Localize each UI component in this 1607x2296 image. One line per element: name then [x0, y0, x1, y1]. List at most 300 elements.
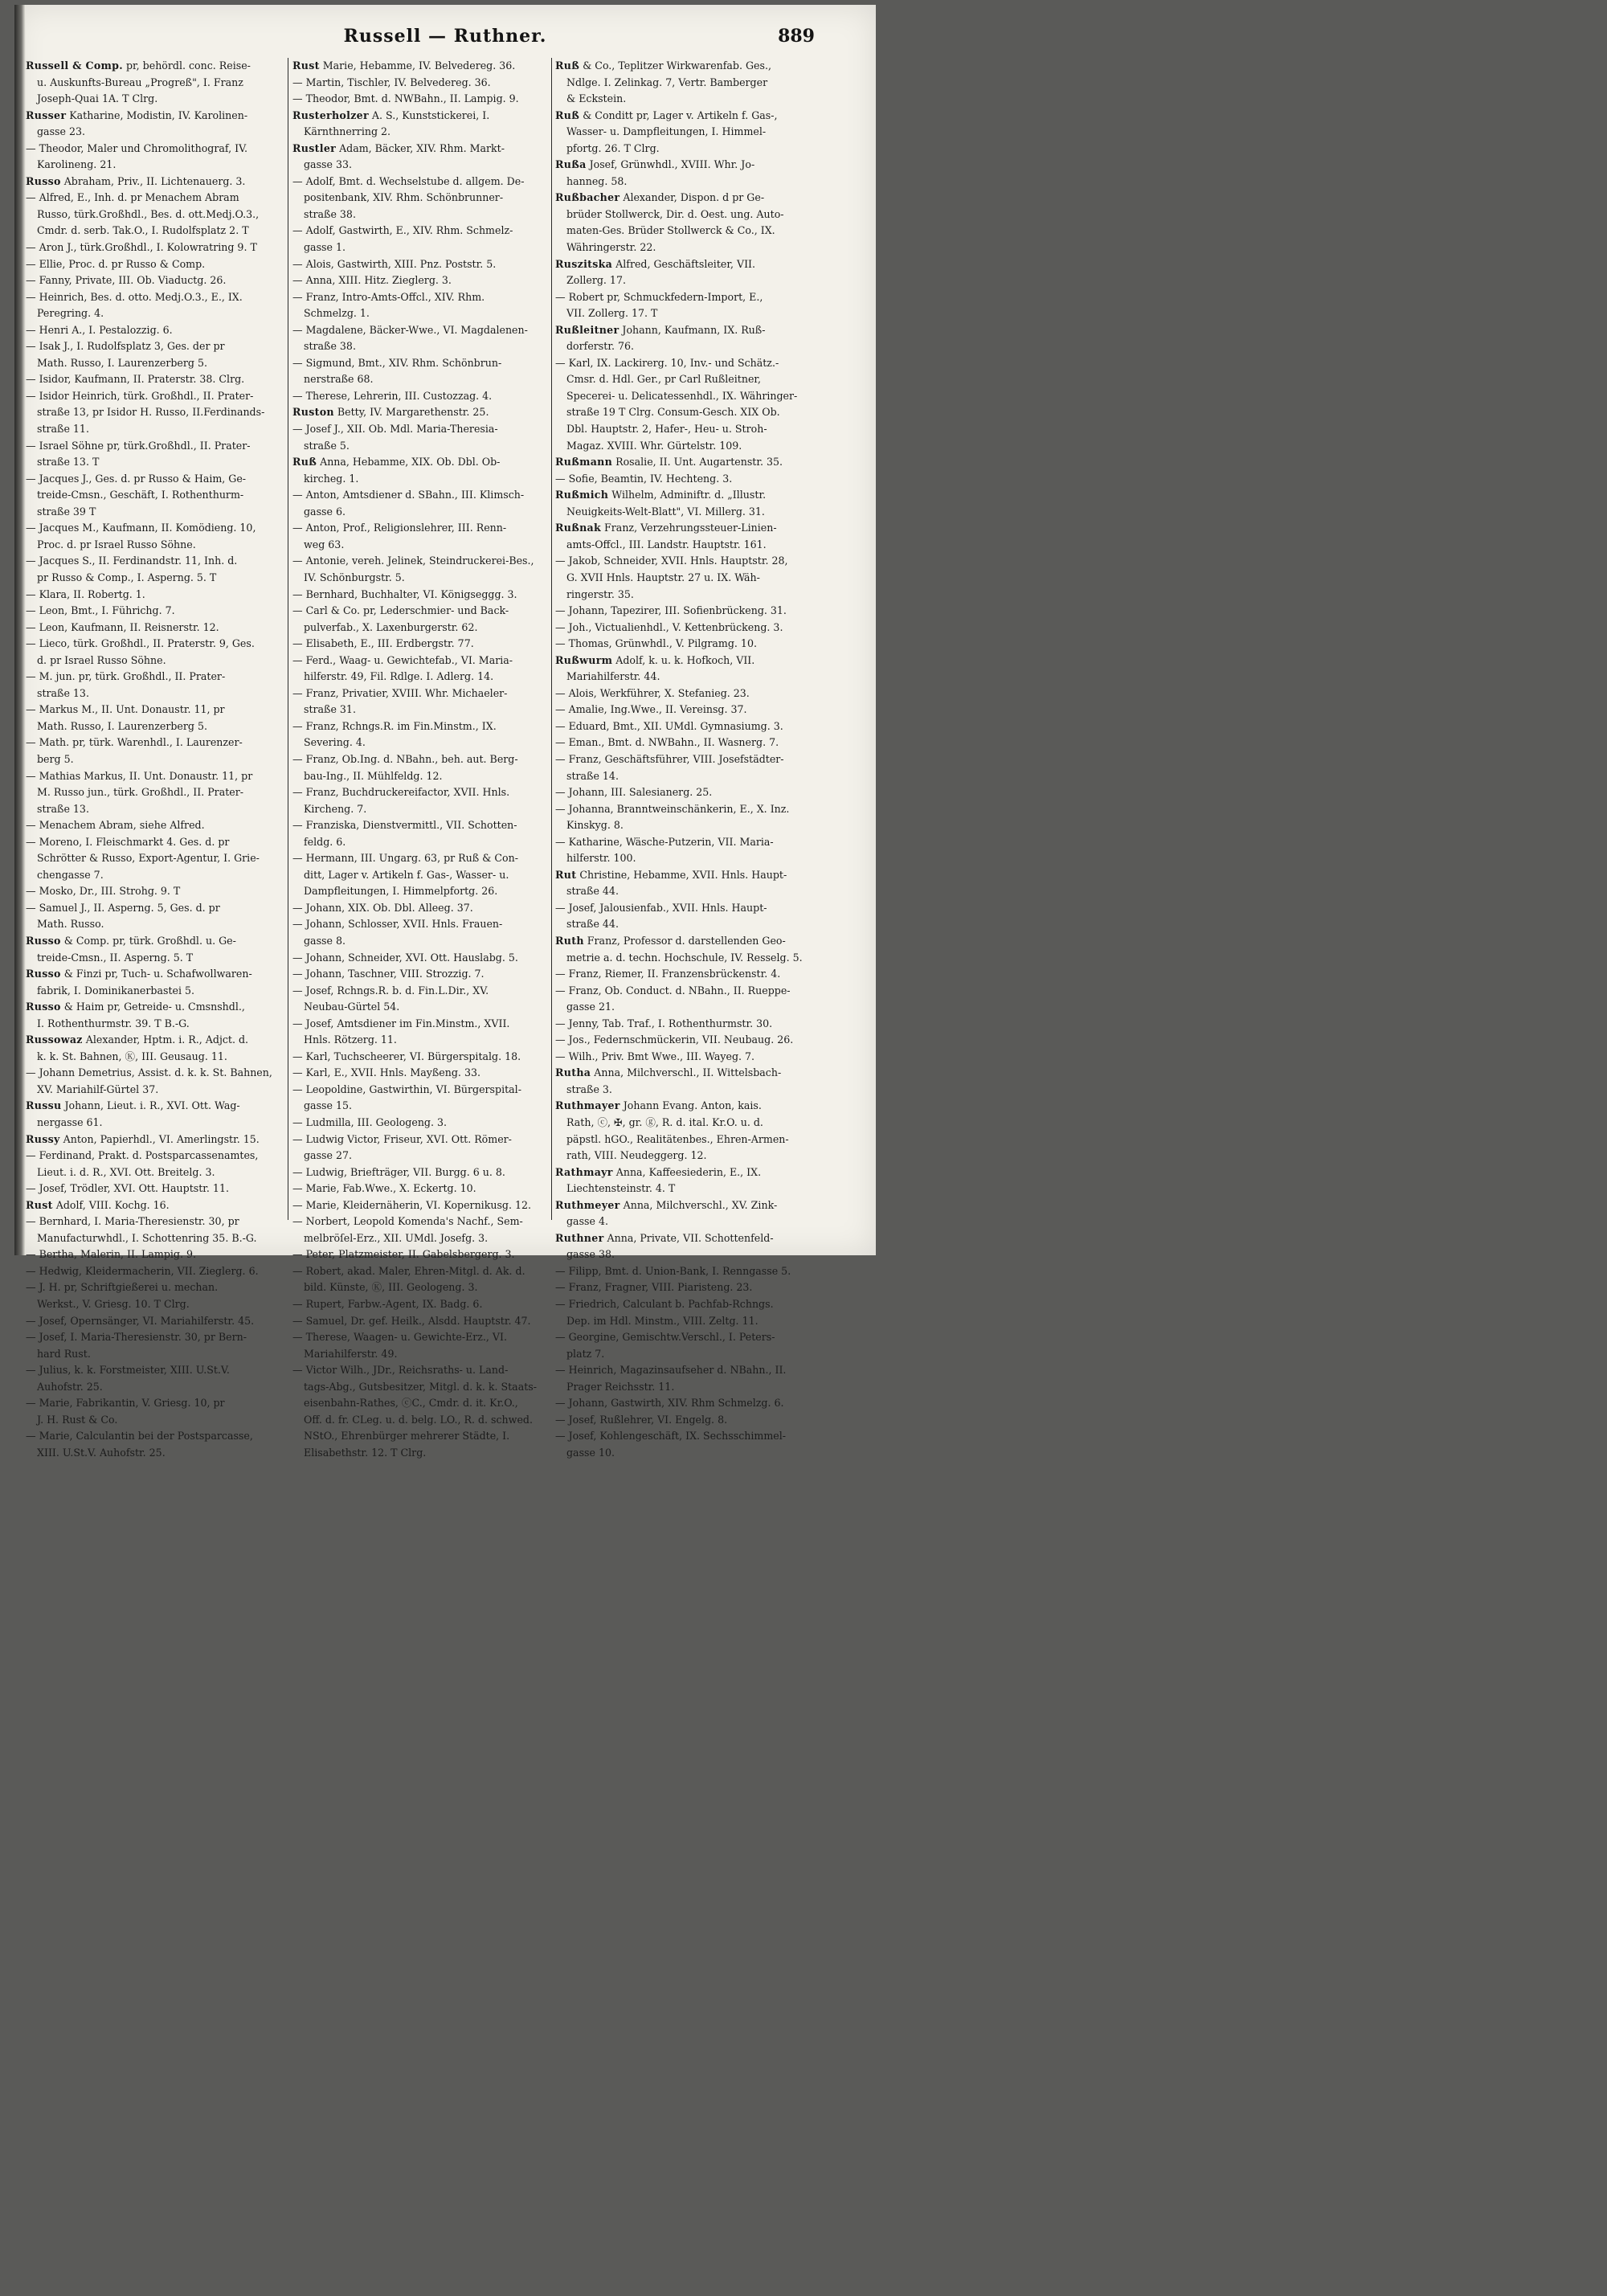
directory-sub-entry	[555, 1296, 806, 1313]
directory-entry-continuation	[26, 950, 284, 967]
directory-sub-entry	[26, 553, 284, 570]
entry-text: Anna, Milchverschl., II. Wittelsbach-	[591, 1066, 782, 1079]
directory-entry-start	[555, 157, 806, 174]
directory-entry-continuation	[555, 504, 806, 521]
entry-text: — Hedwig, Kleidermacherin, VII. Zieglerg. 6.	[26, 1264, 259, 1277]
directory-entry-continuation	[555, 850, 806, 867]
directory-entry-start	[292, 141, 548, 158]
directory-entry-continuation	[26, 1230, 284, 1247]
directory-entry-continuation	[555, 817, 806, 834]
entry-surname: Rußa	[555, 158, 587, 171]
directory-sub-entry	[292, 636, 548, 653]
entry-text: — Rupert, Farbw.-Agent, IX. Badg. 6.	[292, 1298, 483, 1311]
directory-sub-entry	[555, 1032, 806, 1049]
entry-text: — Wilh., Priv. Bmt Wwe., III. Wayeg. 7.	[555, 1050, 755, 1062]
entry-text: straße 38.	[304, 207, 356, 220]
entry-surname: Rutha	[555, 1066, 591, 1079]
directory-sub-entry	[555, 1016, 806, 1033]
entry-text: — Jos., Federnschmückerin, VII. Neubaug. 26.	[555, 1033, 794, 1046]
entry-text: — Filipp, Bmt. d. Union-Bank, I. Renngasse 5.	[555, 1264, 791, 1277]
directory-sub-entry	[26, 1313, 284, 1330]
entry-text: — Julius, k. k. Forstmeister, XIII. U.St.V.	[26, 1364, 230, 1377]
entry-text: Adam, Bäcker, XIV. Rhm. Markt-	[336, 141, 505, 154]
entry-surname: Rustler	[292, 141, 337, 154]
directory-sub-entry	[555, 620, 806, 636]
entry-text: — Ferd., Waag- u. Gewichtefab., VI. Maria-	[292, 653, 513, 666]
directory-sub-entry	[26, 1279, 284, 1296]
entry-text: Liechtensteinstr. 4. T	[566, 1182, 676, 1195]
entry-text: — Robert pr, Schmuckfedern-Import, E.,	[555, 290, 763, 303]
entry-text: straße 19 T Clrg. Consum-Gesch. XIX Ob.	[566, 406, 780, 419]
entry-text: Karolineng. 21.	[37, 158, 117, 171]
directory-entry-continuation	[292, 1279, 548, 1296]
directory-entry-continuation	[555, 1213, 806, 1230]
directory-entry-continuation	[555, 1445, 806, 1462]
entry-text: — Menachem Abram, siehe Alfred.	[26, 819, 205, 832]
entry-text: Math. Russo.	[37, 918, 104, 931]
entry-text: pr, behördl. conc. Reise-	[122, 59, 251, 72]
entry-surname: Rust	[292, 59, 320, 72]
directory-entry-continuation	[292, 1412, 548, 1429]
entry-text: dorferstr. 76.	[566, 340, 634, 353]
directory-column-1	[26, 58, 284, 1461]
directory-entry-start	[555, 1065, 806, 1082]
directory-sub-entry	[26, 1362, 284, 1379]
directory-entry-continuation	[26, 305, 284, 322]
directory-sub-entry	[292, 355, 548, 372]
directory-sub-entry	[292, 603, 548, 620]
entry-text: weg 63.	[304, 538, 345, 550]
entry-text: — Alfred, E., Inh. d. pr Menachem Abram	[26, 191, 239, 204]
directory-sub-entry	[26, 322, 284, 339]
entry-surname: Rußwurm	[555, 653, 613, 666]
directory-sub-entry	[26, 702, 284, 718]
directory-entry-continuation	[555, 207, 806, 223]
entry-text: — Adolf, Gastwirth, E., XIV. Rhm. Schmelz-	[292, 224, 513, 237]
entry-text: berg 5.	[37, 752, 74, 765]
directory-sub-entry	[555, 636, 806, 653]
entry-text: — Jenny, Tab. Traf., I. Rothenthurmstr. 30.	[555, 1017, 773, 1029]
directory-entry-start	[292, 108, 548, 125]
entry-text: — Therese, Lehrerin, III. Custozzag. 4.	[292, 389, 493, 402]
directory-sub-entry	[292, 553, 548, 570]
entry-text: Prager Reichsstr. 11.	[566, 1380, 675, 1393]
directory-sub-entry	[555, 355, 806, 372]
entry-text: — Bernhard, I. Maria-Theresienstr. 30, pr	[26, 1215, 239, 1228]
entry-text: Peregring. 4.	[37, 307, 104, 320]
directory-entry-continuation	[26, 404, 284, 421]
directory-entry-continuation	[555, 404, 806, 421]
entry-surname: Rußmich	[555, 489, 609, 501]
directory-sub-entry	[292, 272, 548, 289]
directory-entry-continuation	[26, 1164, 284, 1181]
entry-text: — Josef, Trödler, XVI. Ott. Hauptstr. 11.	[26, 1182, 229, 1195]
entry-text: — Israel Söhne pr, türk.Großhdl., II. Prater-	[26, 439, 251, 452]
directory-entry-continuation	[555, 669, 806, 686]
directory-sub-entry	[26, 834, 284, 851]
directory-sub-entry	[292, 966, 548, 983]
entry-text: — Joh., Victualienhdl., V. Kettenbrückeng. 3.	[555, 620, 783, 633]
entry-text: — Johann, Schneider, XVI. Ott. Hauslabg. 5.	[292, 951, 518, 964]
entry-text: — Marie, Fab.Wwe., X. Eckertg. 10.	[292, 1182, 476, 1195]
entry-text: melbröſel-Erz., XII. UMdl. Josefg. 3.	[304, 1231, 489, 1244]
directory-entry-continuation	[26, 91, 284, 108]
directory-sub-entry	[26, 256, 284, 273]
entry-text: chengasse 7.	[37, 868, 104, 881]
entry-surname: Russo	[26, 174, 61, 187]
directory-sub-entry	[555, 1412, 806, 1429]
entry-text: — Hermann, III. Ungarg. 63, pr Ruß & Con-	[292, 852, 518, 865]
entry-text: — Lieco, türk. Großhdl., II. Praterstr. 9, Ges.	[26, 637, 255, 650]
entry-text: Anna, Milchverschl., XV. Zink-	[619, 1198, 778, 1211]
entry-text: Adolf, VIII. Kochg. 16.	[52, 1198, 170, 1211]
directory-entry-start	[555, 1230, 806, 1247]
directory-entry-continuation	[26, 1016, 284, 1033]
directory-sub-entry	[26, 669, 284, 686]
directory-entry-continuation	[555, 950, 806, 967]
entry-text: — Markus M., II. Unt. Donaustr. 11, pr	[26, 703, 225, 716]
entry-text: fabrik, I. Dominikanerbastei 5.	[37, 984, 195, 997]
entry-text: nergasse 61.	[37, 1116, 103, 1128]
directory-entry-continuation	[292, 999, 548, 1016]
directory-sub-entry	[26, 190, 284, 207]
entry-text: Rosalie, II. Unt. Augartenstr. 35.	[612, 456, 783, 469]
entry-surname: Russo	[26, 934, 61, 947]
directory-entry-continuation	[292, 338, 548, 355]
directory-entry-start	[555, 256, 806, 273]
entry-text: straße 13.	[37, 802, 89, 815]
directory-entry-continuation	[292, 190, 548, 207]
directory-entry-continuation	[26, 1412, 284, 1429]
directory-sub-entry	[26, 272, 284, 289]
directory-entry-continuation	[292, 471, 548, 488]
entry-text: straße 31.	[304, 703, 356, 716]
directory-entry-continuation	[26, 75, 284, 92]
directory-entry-continuation	[555, 338, 806, 355]
directory-entry-continuation	[555, 1246, 806, 1263]
entry-text: — Josef, Rußlehrer, VI. Engelg. 8.	[555, 1413, 728, 1426]
directory-sub-entry	[26, 603, 284, 620]
directory-sub-entry	[555, 289, 806, 306]
entry-text: — Josef J., XII. Ob. Mdl. Maria-Theresia-	[292, 423, 498, 436]
directory-sub-entry	[26, 1329, 284, 1346]
entry-text: — Klara, II. Robertg. 1.	[26, 587, 145, 600]
directory-entry-continuation	[26, 421, 284, 438]
entry-text: — Ferdinand, Prakt. d. Postsparcassenamtes,	[26, 1149, 259, 1162]
entry-text: Alfred, Geschäftsleiter, VII.	[612, 257, 756, 270]
entry-text: — Josef, Jalousienfab., XVII. Hnls. Haupt-	[555, 901, 767, 914]
directory-entry-continuation	[292, 1032, 548, 1049]
directory-sub-entry	[26, 1246, 284, 1263]
directory-sub-entry	[26, 289, 284, 306]
directory-sub-entry	[555, 735, 806, 751]
entry-text: ditt, Lager v. Artikeln f. Gas-, Wasser- u.	[304, 868, 509, 881]
entry-text: — Karl, Tuchscheerer, VI. Bürgerspitalg. 18.	[292, 1050, 521, 1062]
entry-text: straße 14.	[566, 769, 619, 782]
entry-text: — Marie, Fabrikantin, V. Griesg. 10, pr	[26, 1397, 225, 1410]
directory-entry-continuation	[555, 1181, 806, 1197]
directory-entry-continuation	[555, 239, 806, 256]
directory-entry-continuation	[555, 1132, 806, 1148]
directory-sub-entry	[26, 1181, 284, 1197]
directory-entry-continuation	[292, 504, 548, 521]
entry-text: — Jacques M., Kaufmann, II. Komödieng. 10,	[26, 522, 256, 534]
directory-entry-continuation	[555, 768, 806, 785]
entry-text: Anna, Kaffeesiederin, E., IX.	[612, 1165, 762, 1178]
entry-text: Kärnthnerring 2.	[304, 125, 391, 138]
directory-sub-entry	[292, 421, 548, 438]
entry-surname: Russo	[26, 1001, 61, 1013]
directory-entry-start	[555, 933, 806, 950]
directory-entry-start	[292, 454, 548, 471]
directory-sub-entry	[555, 1428, 806, 1445]
entry-text: — Sofie, Beamtin, IV. Hechteng. 3.	[555, 472, 733, 485]
directory-entry-continuation	[555, 1346, 806, 1363]
entry-text: bau-Ing., II. Mühlfeldg. 12.	[304, 769, 443, 782]
directory-sub-entry	[292, 1246, 548, 1263]
directory-entry-continuation	[555, 223, 806, 239]
entry-text: — Georgine, Gemischtw.Verschl., I. Peters-	[555, 1331, 775, 1344]
directory-sub-entry	[26, 1148, 284, 1164]
directory-entry-continuation	[555, 1115, 806, 1132]
entry-text: — M. jun. pr, türk. Großhdl., II. Prater-	[26, 670, 226, 683]
entry-text: — Karl, E., XVII. Hnls. Mayßeng. 33.	[292, 1066, 480, 1079]
directory-entry-continuation	[555, 91, 806, 108]
directory-entry-continuation	[555, 999, 806, 1016]
directory-entry-continuation	[292, 669, 548, 686]
entry-text: — Carl & Co. pr, Lederschmier- und Back-	[292, 604, 509, 617]
entry-text: — Mosko, Dr., III. Strohg. 9. T	[26, 885, 181, 898]
directory-entry-continuation	[26, 487, 284, 504]
directory-sub-entry	[292, 1016, 548, 1033]
entry-text: — Johann, Taschner, VIII. Strozzig. 7.	[292, 968, 485, 980]
entry-text: — Mathias Markus, II. Unt. Donaustr. 11, pr	[26, 769, 253, 782]
entry-text: — Leon, Bmt., I. Führichg. 7.	[26, 604, 175, 617]
directory-entry-continuation	[292, 157, 548, 174]
entry-text: XV. Mariahilf-Gürtel 37.	[37, 1083, 159, 1095]
entry-text: — Robert, akad. Maler, Ehren-Mitgl. d. Ak. d.	[292, 1264, 525, 1277]
entry-text: hilferstr. 49, Fil. Rdlge. I. Adlerg. 14.	[304, 670, 494, 683]
directory-entry-start	[26, 999, 284, 1016]
entry-text: Severing. 4.	[304, 736, 366, 749]
directory-entry-continuation	[26, 537, 284, 554]
directory-sub-entry	[292, 1197, 548, 1214]
directory-entry-continuation	[555, 438, 806, 455]
entry-text: & Finzi pr, Tuch- u. Schafwollwaren-	[60, 968, 252, 980]
entry-text: Magaz. XVIII. Whr. Gürtelstr. 109.	[566, 439, 742, 452]
directory-entry-continuation	[26, 983, 284, 1000]
entry-text: Alexander, Dispon. d pr Ge-	[619, 191, 765, 204]
directory-entry-continuation	[555, 371, 806, 388]
directory-entry-continuation	[292, 933, 548, 950]
entry-text: — Amalie, Ing.Wwe., II. Vereinsg. 37.	[555, 703, 747, 716]
directory-entry-continuation	[26, 223, 284, 239]
entry-text: — Bertha, Malerin, II. Lampig. 9.	[26, 1248, 197, 1261]
entry-text: Math. Russo, I. Laurenzerberg 5.	[37, 356, 207, 369]
entry-text: Marie, Hebamme, IV. Belvedereg. 36.	[319, 59, 516, 72]
entry-text: Manufacturwhdl., I. Schottenring 35. B.-G.	[37, 1231, 257, 1244]
entry-text: Wasser- u. Dampfleitungen, I. Himmel-	[566, 125, 767, 138]
directory-sub-entry	[26, 338, 284, 355]
entry-text: eisenbahn-Rathes, ⓒC., Cmdr. d. it. Kr.O.,	[304, 1397, 518, 1410]
entry-text: straße 38.	[304, 340, 356, 353]
entry-surname: Rut	[555, 868, 577, 881]
directory-entry-continuation	[26, 751, 284, 768]
directory-entry-continuation	[292, 1428, 548, 1445]
directory-entry-continuation	[292, 371, 548, 388]
entry-surname: Rusterholzer	[292, 108, 369, 121]
entry-text: — Franz, Fragner, VIII. Piaristeng. 23.	[555, 1281, 753, 1294]
entry-text: Cmsr. d. Hdl. Ger., pr Carl Rußleitner,	[566, 373, 762, 386]
directory-entry-continuation	[26, 1115, 284, 1132]
entry-text: — Josef, Amtsdiener im Fin.Minstm., XVII.	[292, 1017, 510, 1029]
directory-entry-start	[555, 1098, 806, 1115]
entry-text: & Eckstein.	[566, 92, 627, 105]
directory-entry-continuation	[26, 801, 284, 818]
entry-text: — Leon, Kaufmann, II. Reisnerstr. 12.	[26, 620, 219, 633]
directory-sub-entry	[292, 1065, 548, 1082]
directory-sub-entry	[26, 620, 284, 636]
directory-column-2	[292, 58, 548, 1461]
directory-sub-entry	[292, 850, 548, 867]
entry-text: — Jacques J., Ges. d. pr Russo & Haim, Ge-	[26, 472, 247, 485]
directory-entry-continuation	[292, 1098, 548, 1115]
entry-text: — Franz, Privatier, XVIII. Whr. Michaeler-	[292, 686, 508, 699]
directory-entry-continuation	[555, 272, 806, 289]
directory-sub-entry	[26, 471, 284, 488]
entry-text: — Josef, Kohlengeschäft, IX. Sechsschimmel-	[555, 1430, 787, 1443]
directory-sub-entry	[555, 966, 806, 983]
directory-entry-continuation	[555, 1082, 806, 1099]
entry-text: IV. Schönburgstr. 5.	[304, 571, 405, 583]
directory-entry-start	[26, 1132, 284, 1148]
entry-text: Betty, IV. Margarethenstr. 25.	[333, 406, 489, 419]
directory-sub-entry	[292, 1329, 548, 1346]
entry-text: gasse 6.	[304, 505, 346, 518]
entry-text: — Friedrich, Calculant b. Pachfab-Rchngs.	[555, 1298, 774, 1311]
entry-text: Proc. d. pr Israel Russo Söhne.	[37, 538, 196, 550]
entry-surname: Ruthmeyer	[555, 1198, 620, 1211]
directory-sub-entry	[26, 520, 284, 537]
entry-text: hanneg. 58.	[566, 174, 628, 187]
directory-entry-continuation	[26, 1082, 284, 1099]
directory-entry-continuation	[555, 537, 806, 554]
entry-surname: Ruthner	[555, 1231, 604, 1244]
entry-text: gasse 15.	[304, 1099, 352, 1112]
directory-sub-entry	[26, 900, 284, 917]
entry-text: straße 13, pr Isidor H. Russo, II.Ferdinands-	[37, 406, 265, 419]
directory-entry-start	[292, 58, 548, 75]
entry-text: Wilhelm, Adminiftr. d. „Illustr.	[608, 489, 767, 501]
directory-entry-continuation	[292, 1395, 548, 1412]
directory-sub-entry	[292, 1263, 548, 1280]
entry-text: — Victor Wilh., JDr., Reichsraths- u. Land-	[292, 1364, 509, 1377]
directory-sub-entry	[26, 768, 284, 785]
directory-sub-entry	[555, 553, 806, 570]
directory-entry-continuation	[26, 784, 284, 801]
entry-text: feldg. 6.	[304, 835, 346, 848]
entry-text: k. k. St. Bahnen, Ⓚ, III. Geusaug. 11.	[37, 1050, 227, 1062]
directory-entry-continuation	[26, 850, 284, 867]
entry-text: — Josef, Opernsänger, VI. Mariahilferstr. 45.	[26, 1314, 255, 1327]
directory-sub-entry	[292, 289, 548, 306]
directory-entry-continuation	[26, 1049, 284, 1066]
directory-entry-start	[555, 108, 806, 125]
directory-entry-continuation	[292, 1230, 548, 1247]
entry-text: — Franz, Geschäftsführer, VIII. Josefstädter-	[555, 752, 784, 765]
directory-column-3	[555, 58, 806, 1461]
entry-surname: Ruß	[555, 59, 580, 72]
directory-sub-entry	[555, 686, 806, 702]
directory-entry-continuation	[292, 124, 548, 141]
entry-text: — Jakob, Schneider, XVII. Hnls. Hauptstr. 28,	[555, 555, 788, 567]
entry-text: Math. Russo, I. Laurenzerberg 5.	[37, 719, 207, 732]
directory-entry-start	[292, 404, 548, 421]
entry-text: maten-Ges. Brüder Stollwerck & Co., IX.	[566, 224, 775, 237]
entry-surname: Rußmann	[555, 456, 613, 469]
entry-surname: Russer	[26, 108, 67, 121]
entry-text: M. Russo jun., türk. Großhdl., II. Prater-	[37, 786, 244, 799]
entry-text: A. S., Kunststickerei, I.	[368, 108, 490, 121]
directory-entry-continuation	[555, 124, 806, 141]
entry-text: — J. H. pr, Schriftgießerei u. mechan.	[26, 1281, 219, 1294]
directory-sub-entry	[555, 718, 806, 735]
directory-sub-entry	[26, 735, 284, 751]
directory-sub-entry	[26, 817, 284, 834]
directory-entry-start	[26, 174, 284, 190]
book-gutter-shadow	[14, 5, 26, 1255]
entry-text: — Theodor, Maler und Chromolithograf, IV.	[26, 141, 247, 154]
directory-sub-entry	[555, 1329, 806, 1346]
directory-sub-entry	[555, 702, 806, 718]
entry-text: — Johann, III. Salesianerg. 25.	[555, 786, 713, 799]
entry-text: — Henri A., I. Pestalozzig. 6.	[26, 323, 173, 336]
entry-text: Rath, ⓒ, ✠, gr. ⓖ, R. d. ital. Kr.O. u. d.	[566, 1116, 763, 1128]
entry-text: Kinskyg. 8.	[566, 819, 624, 832]
entry-surname: Russu	[26, 1099, 62, 1112]
entry-text: Johann, Lieut. i. R., XVI. Ott. Wag-	[61, 1099, 240, 1112]
entry-text: Adolf, k. u. k. Hofkoch, VII.	[612, 653, 755, 666]
directory-entry-start	[555, 487, 806, 504]
directory-page	[14, 5, 876, 1459]
entry-text: — Eduard, Bmt., XII. UMdl. Gymnasiumg. 3.	[555, 719, 783, 732]
entry-text: Johann, Kaufmann, IX. Ruß-	[619, 323, 766, 336]
entry-text: — Ellie, Proc. d. pr Russo & Comp.	[26, 257, 206, 270]
entry-text: Josef, Grünwhdl., XVIII. Whr. Jo-	[586, 158, 755, 171]
directory-entry-start	[555, 520, 806, 537]
directory-entry-start	[26, 1032, 284, 1049]
directory-sub-entry	[555, 900, 806, 917]
entry-text: Dampfleitungen, I. Himmelpfortg. 26.	[304, 885, 498, 898]
entry-text: gasse 1.	[304, 241, 346, 254]
directory-sub-entry	[292, 900, 548, 917]
entry-text: hard Rust.	[37, 1347, 91, 1360]
directory-sub-entry	[26, 1428, 284, 1445]
entry-text: J. H. Rust & Co.	[37, 1413, 118, 1426]
entry-text: Lieut. i. d. R., XVI. Ott. Breitelg. 3.	[37, 1165, 215, 1178]
entry-text: gasse 4.	[566, 1215, 608, 1228]
entry-text: — Math. pr, türk. Warenhdl., I. Laurenzer-	[26, 736, 243, 749]
directory-sub-entry	[292, 751, 548, 768]
entry-text: & Co., Teplitzer Wirkwarenfab. Ges.,	[579, 59, 771, 72]
directory-sub-entry	[555, 1279, 806, 1296]
directory-entry-start	[555, 653, 806, 669]
directory-sub-entry	[555, 801, 806, 818]
entry-text: hilferstr. 100.	[566, 852, 636, 865]
directory-sub-entry	[292, 784, 548, 801]
directory-sub-entry	[555, 983, 806, 1000]
directory-entry-start	[26, 108, 284, 125]
